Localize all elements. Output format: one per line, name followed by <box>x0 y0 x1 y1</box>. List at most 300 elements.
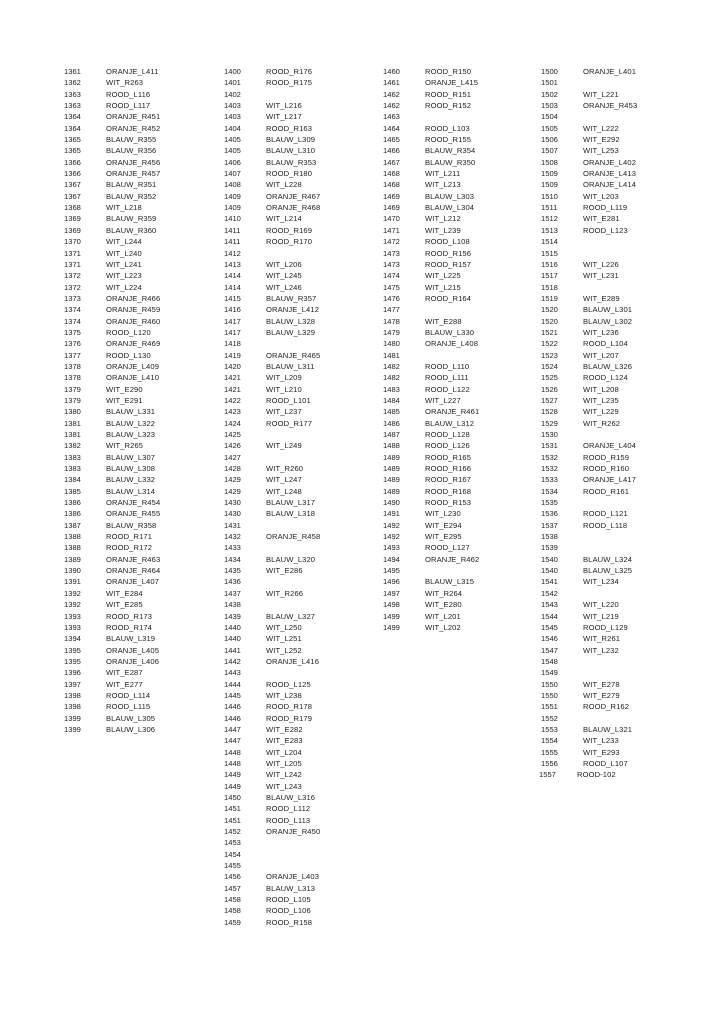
row-number: 1383 <box>64 452 81 462</box>
row-code: BLAUW_L326 <box>583 361 633 371</box>
row-number: 1404 <box>224 123 241 133</box>
row-number: 1524 <box>541 361 558 371</box>
list-row <box>224 883 320 894</box>
list-row <box>224 361 320 372</box>
list-row <box>64 282 160 293</box>
list-row <box>541 463 637 474</box>
row-code: BLAUW_L310 <box>266 146 316 156</box>
row-code: ROOD_L107 <box>583 758 628 768</box>
row-code: ROOD_R180 <box>266 169 313 179</box>
row-number: 1548 <box>541 656 558 666</box>
list-row <box>541 554 637 565</box>
row-number: 1364 <box>64 123 81 133</box>
row-code: WIT_E290 <box>106 384 143 394</box>
row-code: BLAUW_L328 <box>266 316 316 326</box>
row-number: 1503 <box>541 101 558 111</box>
list-row <box>64 134 160 145</box>
list-row <box>383 304 479 315</box>
list-row <box>64 554 160 565</box>
list-row <box>224 157 320 168</box>
row-number: 1387 <box>64 520 81 530</box>
list-row <box>64 361 160 372</box>
row-number: 1381 <box>64 430 81 439</box>
row-code: ROOD_L117 <box>106 101 151 111</box>
row-code: ROOD_L116 <box>106 89 151 99</box>
row-code: BLAUW_L303 <box>425 191 475 201</box>
row-number: 1362 <box>64 78 81 88</box>
list-row <box>64 497 160 508</box>
list-row <box>541 497 637 508</box>
row-code: ROOD_R150 <box>425 67 472 76</box>
row-number: 1521 <box>541 327 558 337</box>
row-code: ORANJE_R460 <box>106 316 161 326</box>
list-row <box>541 293 637 304</box>
row-code: BLAUW_L302 <box>583 316 633 326</box>
row-number: 1440 <box>224 622 241 632</box>
row-number: 1551 <box>541 702 558 712</box>
row-code: WIT_L226 <box>583 259 619 269</box>
row-code: WIT_R266 <box>266 588 304 598</box>
row-number: 1498 <box>383 600 400 610</box>
row-code: WIT_L252 <box>266 645 302 655</box>
row-number: 1531 <box>541 441 558 451</box>
list-row <box>64 565 160 576</box>
row-number: 1526 <box>541 384 558 394</box>
row-code: ORANJE_R469 <box>106 339 161 349</box>
list-row <box>64 690 160 701</box>
row-code: WIT_L204 <box>266 747 302 757</box>
list-row <box>541 520 637 531</box>
row-number: 1553 <box>541 724 558 734</box>
row-code: WIT_L221 <box>583 89 619 99</box>
row-code: ROOD_L105 <box>266 895 311 905</box>
row-code: BLAUW_L318 <box>266 509 316 519</box>
list-row <box>541 769 637 780</box>
row-code: WIT_L246 <box>266 282 302 292</box>
row-number: 1482 <box>383 373 400 383</box>
row-number: 1374 <box>64 305 81 315</box>
row-number: 1439 <box>224 611 241 621</box>
row-code: BLAUW_L311 <box>266 361 315 371</box>
list-row <box>224 531 320 542</box>
list-row <box>541 679 637 690</box>
row-number: 1550 <box>541 679 558 689</box>
list-row <box>224 248 320 259</box>
list-row <box>224 270 320 281</box>
row-code: WIT_L249 <box>266 441 302 451</box>
row-code: ORANJE_L414 <box>583 180 637 190</box>
list-row <box>224 236 320 247</box>
row-number: 1537 <box>541 520 558 530</box>
row-number: 1514 <box>541 237 558 247</box>
list-row <box>541 145 637 156</box>
row-code: WIT_L243 <box>266 781 302 791</box>
list-row <box>224 837 320 848</box>
row-number: 1395 <box>64 656 81 666</box>
row-code: ROOD_R169 <box>266 225 313 235</box>
row-number: 1451 <box>224 804 241 814</box>
list-row <box>224 213 320 224</box>
row-number: 1392 <box>64 600 81 610</box>
row-code: WIT_E278 <box>583 679 620 689</box>
list-row <box>64 611 160 622</box>
row-code: WIT_L253 <box>583 146 619 156</box>
row-code: WIT_L230 <box>425 509 461 519</box>
row-code: ORANJE_R457 <box>106 169 161 179</box>
row-code: WIT_E277 <box>106 679 143 689</box>
list-row <box>541 225 637 236</box>
list-row <box>383 463 479 474</box>
row-code: BLAUW_L312 <box>425 418 475 428</box>
row-code: ROOD_L106 <box>266 906 311 916</box>
row-code: ORANJE_R462 <box>425 554 480 564</box>
list-row <box>383 452 479 463</box>
row-number: 1369 <box>64 225 81 235</box>
list-row <box>541 565 637 576</box>
list-row <box>64 248 160 259</box>
row-number: 1534 <box>541 486 558 496</box>
list-row <box>64 89 160 100</box>
row-code: BLAUW_L313 <box>266 883 316 893</box>
row-number: 1462 <box>383 101 400 111</box>
row-number: 1489 <box>383 464 400 474</box>
list-row <box>64 372 160 383</box>
list-row <box>541 395 637 406</box>
row-number: 1446 <box>224 713 241 723</box>
list-row <box>383 270 479 281</box>
list-row <box>383 372 479 383</box>
row-code: BLAUW_R354 <box>425 146 476 156</box>
row-number: 1395 <box>64 645 81 655</box>
row-code: ROOD_R151 <box>425 89 472 99</box>
row-number: 1372 <box>64 282 81 292</box>
list-row <box>383 327 479 338</box>
row-number: 1375 <box>64 327 81 337</box>
list-row <box>541 622 637 633</box>
row-code: ORANJE_L416 <box>266 656 320 666</box>
row-number: 1468 <box>383 180 400 190</box>
row-code: ROOD_R176 <box>266 67 313 76</box>
list-row <box>224 463 320 474</box>
list-row <box>224 724 320 735</box>
list-row <box>224 123 320 134</box>
list-row <box>64 701 160 712</box>
row-number: 1473 <box>383 248 400 258</box>
list-row <box>224 168 320 179</box>
list-row <box>541 758 637 769</box>
row-number: 1506 <box>541 135 558 145</box>
row-number: 1479 <box>383 327 400 337</box>
row-code: BLAUW_L331 <box>106 407 156 417</box>
list-row <box>224 406 320 417</box>
row-number: 1415 <box>224 293 241 303</box>
list-row <box>224 554 320 565</box>
row-code: ROOD_R178 <box>266 702 313 712</box>
row-number: 1429 <box>224 475 241 485</box>
row-number: 1463 <box>383 112 400 122</box>
list-row <box>541 316 637 327</box>
row-number: 1496 <box>383 577 400 587</box>
list-row <box>541 542 637 553</box>
row-code: WIT_L210 <box>266 384 302 394</box>
row-number: 1369 <box>64 214 81 224</box>
row-code: WIT_L233 <box>583 736 619 746</box>
row-number: 1469 <box>383 203 400 213</box>
row-number: 1499 <box>383 611 400 621</box>
row-code: ROOD_L118 <box>583 520 628 530</box>
row-number: 1386 <box>64 498 81 508</box>
row-number: 1491 <box>383 509 400 519</box>
row-number: 1388 <box>64 532 81 542</box>
row-number: 1515 <box>541 248 558 258</box>
list-row <box>224 202 320 213</box>
row-number: 1449 <box>224 781 241 791</box>
row-number: 1444 <box>224 679 241 689</box>
row-code: WIT_L227 <box>425 395 461 405</box>
row-code: ROOD_L122 <box>425 384 470 394</box>
row-code: BLAUW_L308 <box>106 464 156 474</box>
list-row <box>64 66 160 77</box>
row-number: 1393 <box>64 622 81 632</box>
list-row <box>383 225 479 236</box>
row-code: BLAUW_R359 <box>106 214 157 224</box>
row-code: BLAUW_L306 <box>106 724 156 734</box>
row-code: ROOD_R152 <box>425 101 472 111</box>
list-row <box>64 225 160 236</box>
row-number: 1366 <box>64 169 81 179</box>
row-code: WIT_R261 <box>583 634 621 644</box>
list-row <box>541 474 637 485</box>
list-row <box>64 724 160 735</box>
row-code: ROOD_R175 <box>266 78 313 88</box>
list-row <box>64 236 160 247</box>
list-row <box>224 520 320 531</box>
list-row <box>541 452 637 463</box>
row-code: ORANJE_L409 <box>106 361 160 371</box>
row-code: WIT_L222 <box>583 123 619 133</box>
list-row <box>541 418 637 429</box>
list-row <box>541 168 637 179</box>
list-row <box>383 406 479 417</box>
column-1 <box>64 66 160 735</box>
list-row <box>541 157 637 168</box>
row-number: 1476 <box>383 293 400 303</box>
list-row <box>541 406 637 417</box>
row-number: 1543 <box>541 600 558 610</box>
list-row <box>224 645 320 656</box>
row-code: WIT_L209 <box>266 373 302 383</box>
row-number: 1411 <box>224 225 241 235</box>
row-number: 1448 <box>224 747 241 757</box>
list-row <box>224 418 320 429</box>
row-code: WIT_R262 <box>583 418 621 428</box>
row-number: 1557 <box>539 770 556 780</box>
row-code: WIT_L238 <box>266 690 302 700</box>
row-number: 1447 <box>224 736 241 746</box>
row-number: 1452 <box>224 827 241 837</box>
row-code: ROOD_R168 <box>425 486 472 496</box>
row-code: WIT_L215 <box>425 282 461 292</box>
row-code: ORANJE_R459 <box>106 305 161 315</box>
list-row <box>224 871 320 882</box>
row-code: ROOD_R157 <box>425 259 472 269</box>
row-number: 1494 <box>383 554 400 564</box>
row-number: 1364 <box>64 112 81 122</box>
row-code: BLAUW_R358 <box>106 520 157 530</box>
list-row <box>541 633 637 644</box>
list-row <box>64 418 160 429</box>
row-number: 1484 <box>383 395 400 405</box>
list-row <box>224 769 320 780</box>
row-number: 1502 <box>541 89 558 99</box>
row-number: 1389 <box>64 554 81 564</box>
list-row <box>541 66 637 77</box>
row-code: ORANJE_L412 <box>266 305 320 315</box>
row-number: 1392 <box>64 588 81 598</box>
row-number: 1417 <box>224 316 241 326</box>
row-code: ROOD_R153 <box>425 498 472 508</box>
list-row <box>64 168 160 179</box>
row-number: 1418 <box>224 339 241 349</box>
row-number: 1454 <box>224 849 241 859</box>
row-code: ORANJE_R464 <box>106 566 161 576</box>
row-number: 1462 <box>383 89 400 99</box>
row-number: 1518 <box>541 282 558 292</box>
row-number: 1500 <box>541 67 558 76</box>
row-code: WIT_R265 <box>106 441 144 451</box>
row-code: WIT_L225 <box>425 271 461 281</box>
list-row <box>64 384 160 395</box>
list-row <box>541 89 637 100</box>
list-row <box>224 701 320 712</box>
row-code: ROOD_L110 <box>425 361 470 371</box>
list-row <box>541 372 637 383</box>
row-number: 1532 <box>541 464 558 474</box>
list-row <box>383 248 479 259</box>
row-number: 1540 <box>541 554 558 564</box>
row-number: 1430 <box>224 498 241 508</box>
list-row <box>383 611 479 622</box>
list-row <box>383 576 479 587</box>
row-number: 1554 <box>541 736 558 746</box>
row-number: 1430 <box>224 509 241 519</box>
list-row <box>541 384 637 395</box>
row-number: 1371 <box>64 248 81 258</box>
row-number: 1379 <box>64 395 81 405</box>
row-number: 1381 <box>64 418 81 428</box>
row-number: 1366 <box>64 157 81 167</box>
row-code: ORANJE_L417 <box>583 475 637 485</box>
row-code: WIT_E288 <box>425 316 462 326</box>
row-number: 1399 <box>64 713 81 723</box>
row-number: 1405 <box>224 146 241 156</box>
list-row <box>383 157 479 168</box>
row-code: WIT_L242 <box>266 770 302 780</box>
list-row <box>383 542 479 553</box>
row-number: 1522 <box>541 339 558 349</box>
list-row <box>64 440 160 451</box>
row-number: 1525 <box>541 373 558 383</box>
row-code: ORANJE_L404 <box>583 441 637 451</box>
list-row <box>541 690 637 701</box>
list-row <box>64 713 160 724</box>
list-row <box>224 304 320 315</box>
row-number: 1372 <box>64 271 81 281</box>
list-row <box>64 157 160 168</box>
row-number: 1411 <box>224 237 241 247</box>
row-code: WIT_L218 <box>106 203 142 213</box>
row-code: ROOD_R171 <box>106 532 153 542</box>
list-row <box>64 100 160 111</box>
row-number: 1508 <box>541 157 558 167</box>
list-row <box>383 599 479 610</box>
row-number: 1440 <box>224 634 241 644</box>
row-number: 1400 <box>224 67 241 76</box>
row-number: 1407 <box>224 169 241 179</box>
row-code: BLAUW_L314 <box>106 486 156 496</box>
list-row <box>64 179 160 190</box>
row-number: 1380 <box>64 407 81 417</box>
row-number: 1466 <box>383 146 400 156</box>
row-number: 1461 <box>383 78 400 88</box>
row-code: ORANJE_R451 <box>106 112 161 122</box>
list-row <box>64 259 160 270</box>
row-number: 1419 <box>224 350 241 360</box>
list-row <box>541 361 637 372</box>
row-code: WIT_L231 <box>583 271 619 281</box>
list-row <box>224 316 320 327</box>
row-number: 1448 <box>224 758 241 768</box>
row-code: ORANJE_R458 <box>266 532 321 542</box>
list-row <box>224 486 320 497</box>
row-code: ORANJE_R450 <box>266 827 321 837</box>
list-row <box>383 168 479 179</box>
row-code: WIT_L247 <box>266 475 302 485</box>
row-number: 1396 <box>64 668 81 678</box>
row-number: 1507 <box>541 146 558 156</box>
list-row <box>383 145 479 156</box>
row-code: ORANJE_R456 <box>106 157 161 167</box>
row-number: 1429 <box>224 486 241 496</box>
list-row <box>224 679 320 690</box>
list-row <box>541 656 637 667</box>
row-code: ROOD_R162 <box>583 702 630 712</box>
row-number: 1397 <box>64 679 81 689</box>
list-row <box>224 66 320 77</box>
list-row <box>541 327 637 338</box>
list-row <box>383 429 479 440</box>
list-row <box>541 611 637 622</box>
row-number: 1547 <box>541 645 558 655</box>
row-number: 1501 <box>541 78 558 88</box>
list-row <box>64 463 160 474</box>
row-number: 1510 <box>541 191 558 201</box>
row-code: WIT_L208 <box>583 384 619 394</box>
row-number: 1443 <box>224 668 241 678</box>
row-number: 1487 <box>383 430 400 439</box>
row-code: BLAUW_L330 <box>425 327 475 337</box>
row-code: BLAUW_R356 <box>106 146 157 156</box>
row-number: 1457 <box>224 883 241 893</box>
row-number: 1402 <box>224 89 241 99</box>
list-row <box>541 350 637 361</box>
column-4 <box>541 66 637 781</box>
row-code: WIT_R260 <box>266 464 304 474</box>
row-code: ORANJE_L401 <box>583 67 637 76</box>
row-code: WIT_E285 <box>106 600 143 610</box>
row-code: WIT_L203 <box>583 191 619 201</box>
row-number: 1536 <box>541 509 558 519</box>
